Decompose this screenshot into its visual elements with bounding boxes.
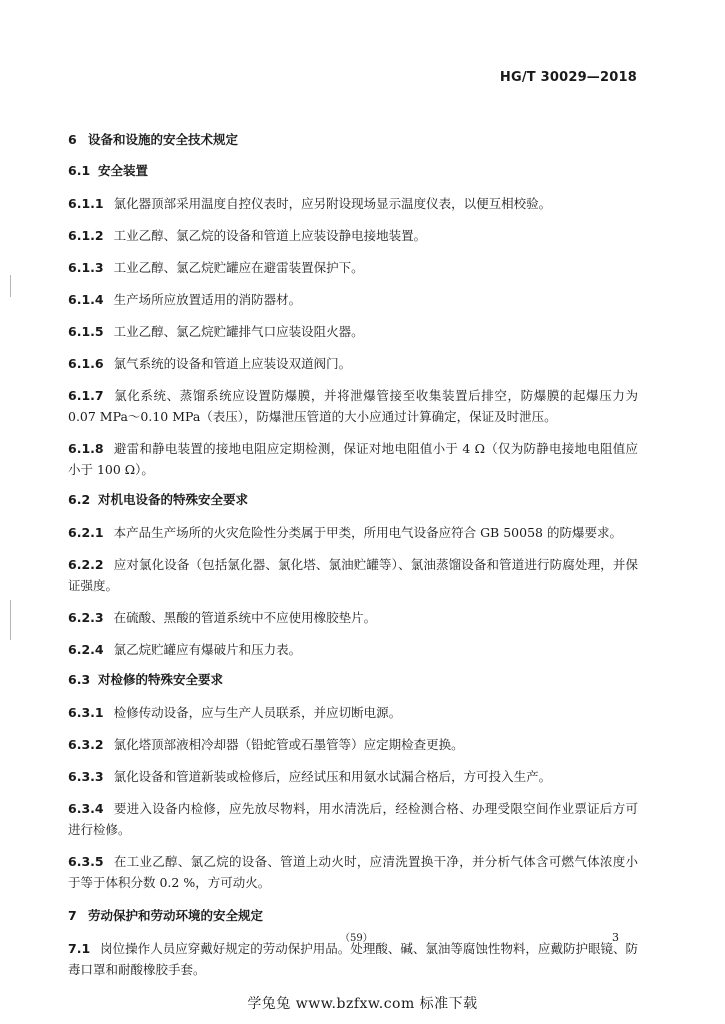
clause-number: 6.3.1: [68, 705, 104, 720]
clause-text: 岗位操作人员应穿戴好规定的劳动保护用品。处理酸、碱、氯油等腐蚀性物料，应戴防护眼镜、防毒口罩和耐酸橡胶手套。: [68, 941, 638, 977]
section-heading: [68, 491, 638, 509]
document-code: HG/T 30029—2018: [499, 70, 637, 85]
clause-paragraph: [68, 702, 638, 723]
heading-text: 对机电设备的特殊安全要求: [98, 492, 249, 507]
clause-paragraph: [68, 766, 638, 787]
clause-number: 6.1.5: [68, 324, 104, 339]
clause-number: 6.3.3: [68, 769, 104, 784]
heading-number: 6.1: [68, 163, 91, 178]
clause-paragraph: [68, 257, 638, 278]
clause-text: 氯化器顶部采用温度自控仪表时，应另附设现场显示温度仪表，以便互相校验。: [113, 196, 552, 211]
clause-text: 在工业乙醇、氯乙烷的设备、管道上动火时，应清洗置换干净，并分析气体含可燃气体浓度小于等于体积分数 0.2 %，方可动火。: [68, 854, 638, 890]
clause-paragraph: [68, 522, 638, 543]
clause-number: 6.1.2: [68, 228, 104, 243]
clause-text: 氯气系统的设备和管道上应装设双道阀门。: [113, 356, 352, 371]
clause-paragraph: [68, 193, 638, 214]
heading-number: 7: [68, 908, 77, 923]
clause-number: 6.1.7: [68, 388, 104, 403]
scan-edge-mark: [10, 275, 11, 297]
clause-number: 6.1.4: [68, 292, 104, 307]
clause-number: 6.3.4: [68, 801, 104, 816]
heading-text: 对检修的特殊安全要求: [98, 672, 224, 687]
clause-text: 工业乙醇、氯乙烷贮罐排气口应装设阻火器。: [113, 324, 364, 339]
clause-number: 6.2.2: [68, 557, 104, 572]
clause-text: 氯化设备和管道新装或检修后，应经试压和用氨水试漏合格后，方可投入生产。: [113, 769, 552, 784]
section-heading: [68, 162, 638, 180]
clause-text: 应对氯化设备（包括氯化器、氯化塔、氯油贮罐等）、氯油蒸馏设备和管道进行防腐处理，并保证强度。: [68, 557, 638, 593]
clause-text: 在硫酸、黑酸的管道系统中不应使用橡胶垫片。: [113, 610, 377, 625]
clause-text: 要进入设备内检修，应先放尽物料，用水清洗后，经检测合格、办理受限空间作业票证后方可进行检修。: [68, 801, 638, 837]
chapter-heading: [68, 131, 638, 149]
clause-paragraph: [68, 225, 638, 246]
clause-paragraph: [68, 554, 638, 596]
clause-text: 工业乙醇、氯乙烷贮罐应在避雷装置保护下。: [113, 260, 364, 275]
clause-paragraph: [68, 938, 638, 980]
heading-text: 设备和设施的安全技术规定: [88, 132, 239, 147]
heading-number: 6.2: [68, 492, 91, 507]
document-body: [68, 117, 638, 991]
clause-number: 6.1.3: [68, 260, 104, 275]
clause-number: 6.2.3: [68, 610, 104, 625]
clause-number: 6.3.5: [68, 854, 104, 869]
clause-text: 工业乙醇、氯乙烷的设备和管道上应装设静电接地装置。: [113, 228, 427, 243]
clause-number: 6.1.1: [68, 196, 104, 211]
clause-number: 6.2.4: [68, 642, 104, 657]
heading-text: 安全装置: [98, 163, 149, 178]
clause-text: 氯乙烷贮罐应有爆破片和压力表。: [113, 642, 302, 657]
section-heading: [68, 671, 638, 689]
clause-text: 生产场所应放置适用的消防器材。: [113, 292, 302, 307]
clause-number: 6.2.1: [68, 525, 104, 540]
clause-paragraph: [68, 607, 638, 628]
clause-paragraph: [68, 798, 638, 840]
clause-number: 6.1.8: [68, 441, 104, 456]
watermark-footer: 学兔兔 www.bzfxw.com 标准下载: [247, 996, 478, 1012]
clause-paragraph: [68, 289, 638, 310]
clause-text: 氯化系统、蒸馏系统应设置防爆膜，并将泄爆管接至收集装置后排空，防爆膜的起爆压力为0.07 MPa～0.10 MPa（表压），防爆泄压管道的大小应通过计算确定，保证及时泄压。: [68, 388, 638, 424]
clause-text: 检修传动设备，应与生产人员联系，并应切断电源。: [113, 705, 402, 720]
clause-paragraph: [68, 353, 638, 374]
clause-paragraph: [68, 639, 638, 660]
scan-edge-mark: [10, 600, 11, 640]
clause-paragraph: [68, 321, 638, 342]
chapter-heading: [68, 907, 638, 925]
clause-text: 氯化塔顶部液相冷却器（铅蛇管或石墨管等）应定期检查更换。: [113, 737, 464, 752]
clause-paragraph: [68, 851, 638, 893]
clause-number: 6.1.6: [68, 356, 104, 371]
page-number-center: （59）: [340, 933, 373, 944]
heading-number: 6: [68, 132, 77, 147]
clause-number: 6.3.2: [68, 737, 104, 752]
clause-paragraph: [68, 385, 638, 427]
page-number: 3: [612, 931, 619, 944]
clause-number: 7.1: [68, 941, 91, 956]
clause-text: 避雷和静电装置的接地电阻应定期检测，保证对地电阻值小于 4 Ω（仅为防静电接地电阻值应小于 100 Ω）。: [68, 441, 638, 477]
heading-text: 劳动保护和劳动环境的安全规定: [88, 908, 264, 923]
clause-paragraph: [68, 438, 638, 480]
clause-text: 本产品生产场所的火灾危险性分类属于甲类，所用电气设备应符合 GB 50058 的防爆要求。: [113, 525, 622, 540]
heading-number: 6.3: [68, 672, 91, 687]
clause-paragraph: [68, 734, 638, 755]
